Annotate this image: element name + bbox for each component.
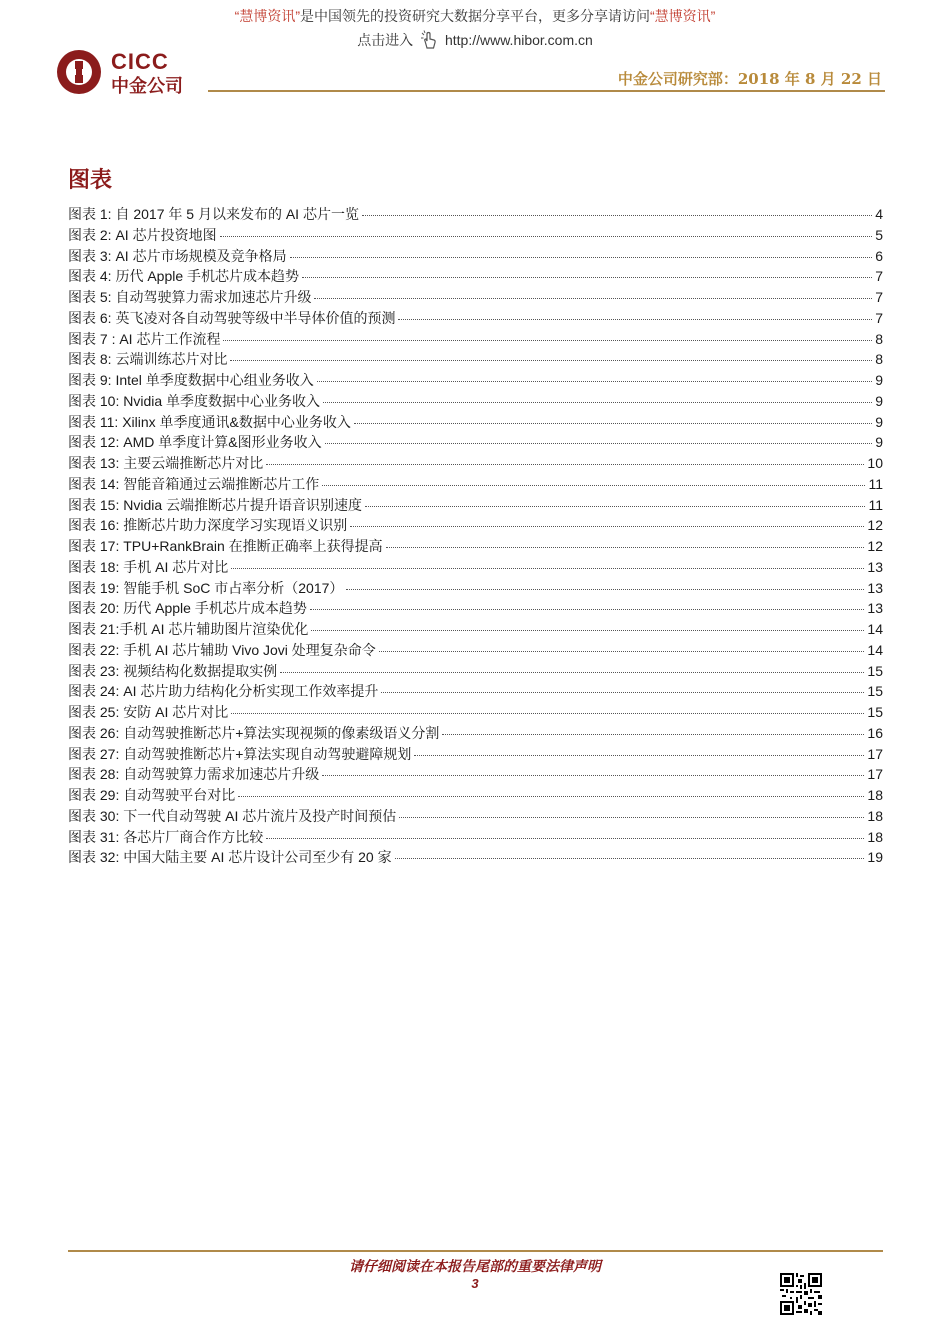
banner-click-text: 点击进入: [357, 32, 414, 49]
top-banner: [0, 6, 950, 26]
toc-entry[interactable]: [68, 681, 883, 702]
toc-entry-page: 7: [875, 289, 883, 305]
toc-entry[interactable]: [68, 225, 883, 246]
toc-entry[interactable]: [68, 329, 883, 350]
toc-entry[interactable]: [68, 287, 883, 308]
cicc-logo-mark-icon: [55, 48, 103, 96]
toc-entry[interactable]: [68, 578, 883, 599]
toc-entry-page: 6: [875, 247, 883, 264]
toc-entry-page: 9: [875, 413, 883, 430]
toc-entry-label: 图表 22: 手机 AI 芯片辅助 Vivo Jovi 处理复杂命令: [68, 641, 376, 658]
toc-entry-page: 12: [867, 538, 883, 554]
banner-url-link[interactable]: http://www.hibor.com.cn: [444, 32, 593, 49]
qr-code-icon: [780, 1273, 822, 1315]
toc-entry[interactable]: [68, 349, 883, 370]
banner-quote-open: “: [234, 8, 240, 24]
logo-english-text: CICC: [111, 49, 169, 74]
toc-entry-page: 9: [875, 434, 883, 451]
toc-leader-dots: [365, 505, 865, 507]
toc-entry-label: 图表 24: AI 芯片助力结构化分析实现工作效率提升: [68, 683, 379, 700]
toc-entry-label: 图表 20: 历代 Apple 手机芯片成本趋势: [68, 600, 307, 617]
toc-entry-page: 9: [875, 372, 883, 388]
toc-entry-label: 图表 7 : AI 芯片工作流程: [68, 330, 221, 347]
pointer-hand-icon: [419, 30, 439, 53]
toc-entry[interactable]: [68, 557, 883, 578]
toc-entry[interactable]: [68, 246, 883, 267]
toc-entry[interactable]: [68, 827, 883, 848]
toc-leader-dots: [266, 837, 864, 839]
toc-entry-page: 12: [867, 517, 883, 534]
toc-entry[interactable]: [68, 598, 883, 619]
toc-entry[interactable]: [68, 412, 883, 433]
toc-entry[interactable]: [68, 744, 883, 765]
figure-list: [68, 204, 883, 868]
toc-leader-dots: [442, 733, 864, 735]
logo-chinese-text: 中金公司: [111, 76, 183, 96]
toc-leader-dots: [386, 546, 865, 548]
toc-entry-label: 图表 5: 自动驾驶算力需求加速芯片升级: [68, 289, 312, 305]
toc-entry-page: 11: [868, 496, 883, 513]
toc-entry-page: 8: [875, 330, 883, 347]
banner-quote-open-2: “: [650, 8, 655, 24]
toc-leader-dots: [325, 442, 873, 444]
toc-entry[interactable]: [68, 453, 883, 474]
toc-entry[interactable]: [68, 806, 883, 827]
header-divider: [208, 90, 885, 92]
toc-entry-label: 图表 16: 推断芯片助力深度学习实现语义识别: [68, 517, 348, 534]
toc-entry-label: 图表 12: AMD 单季度计算&图形业务收入: [68, 434, 322, 451]
toc-entry-page: 13: [867, 600, 883, 617]
toc-entry-page: 15: [867, 683, 883, 700]
toc-entry[interactable]: [68, 764, 883, 785]
toc-entry-label: 图表 6: 英飞凌对各自动驾驶等级中半导体价值的预测: [68, 309, 396, 326]
toc-entry-page: 10: [867, 455, 883, 471]
toc-entry-page: 18: [867, 807, 883, 824]
toc-entry[interactable]: [68, 204, 883, 225]
toc-leader-dots: [379, 650, 865, 652]
toc-entry-label: 图表 1: 自 2017 年 5 月以来发布的 AI 芯片一览: [68, 206, 359, 222]
toc-entry[interactable]: [68, 785, 883, 806]
toc-entry-page: 5: [875, 226, 883, 243]
banner-quote-close: ”: [295, 8, 300, 24]
toc-entry[interactable]: [68, 619, 883, 640]
toc-entry-label: 图表 27: 自动驾驶推断芯片+算法实现自动驾驶避障规划: [68, 745, 412, 762]
toc-leader-dots: [362, 214, 872, 216]
toc-entry-label: 图表 31: 各芯片厂商合作方比较: [68, 828, 264, 845]
toc-entry-page: 19: [867, 849, 883, 866]
toc-entry-page: 4: [875, 206, 883, 222]
toc-entry-label: 图表 17: TPU+RankBrain 在推断正确率上获得提高: [68, 538, 383, 554]
toc-entry-page: 14: [867, 621, 883, 637]
toc-entry-page: 7: [875, 268, 883, 285]
toc-entry-page: 13: [867, 558, 883, 575]
toc-entry[interactable]: [68, 661, 883, 682]
toc-leader-dots: [414, 754, 864, 756]
toc-leader-dots: [322, 774, 864, 776]
toc-leader-dots: [346, 588, 864, 590]
toc-entry-label: 图表 29: 自动驾驶平台对比: [68, 787, 236, 803]
toc-entry-page: 16: [867, 724, 883, 741]
banner-quote-close-2: ”: [710, 8, 716, 24]
toc-leader-dots: [310, 608, 865, 610]
toc-entry[interactable]: [68, 308, 883, 329]
toc-entry[interactable]: [68, 495, 883, 516]
toc-entry-label: 图表 13: 主要云端推断芯片对比: [68, 455, 264, 471]
toc-leader-dots: [399, 816, 864, 818]
toc-entry-label: 图表 9: Intel 单季度数据中心组业务收入: [68, 372, 314, 388]
toc-entry-page: 17: [867, 766, 883, 783]
toc-entry-page: 18: [867, 787, 883, 803]
toc-leader-dots: [322, 484, 865, 486]
toc-entry[interactable]: [68, 266, 883, 287]
toc-leader-dots: [230, 359, 872, 361]
legal-disclaimer: 请仔细阅读在本报告尾部的重要法律声明: [349, 1259, 601, 1275]
toc-entry[interactable]: [68, 640, 883, 661]
toc-leader-dots: [231, 712, 864, 714]
toc-entry[interactable]: [68, 391, 883, 412]
toc-entry-page: 17: [867, 745, 883, 762]
toc-entry-label: 图表 25: 安防 AI 芯片对比: [68, 704, 229, 720]
toc-entry-page: 14: [867, 641, 883, 658]
toc-leader-dots: [302, 276, 872, 278]
cicc-logo: [55, 48, 195, 96]
toc-entry[interactable]: [68, 702, 883, 723]
toc-entry-label: 图表 4: 历代 Apple 手机芯片成本趋势: [68, 268, 300, 285]
toc-entry-label: 图表 11: Xilinx 单季度通讯&数据中心业务收入: [68, 413, 351, 430]
toc-leader-dots: [231, 567, 864, 569]
toc-entry-label: 图表 3: AI 芯片市场规模及竞争格局: [68, 247, 287, 264]
banner-middle-text: 是中国领先的投资研究大数据分享平台，更多分享请访问: [300, 8, 650, 24]
toc-leader-dots: [314, 297, 872, 299]
banner-brand: 慧博资讯: [239, 8, 296, 24]
toc-entry-page: 13: [867, 579, 883, 596]
toc-entry-label: 图表 10: Nvidia 单季度数据中心业务收入: [68, 392, 321, 409]
toc-leader-dots: [323, 401, 872, 403]
toc-entry-label: 图表 28: 自动驾驶算力需求加速芯片升级: [68, 766, 320, 783]
toc-entry-label: 图表 19: 智能手机 SoC 市占率分析（2017）: [68, 579, 344, 596]
banner-brand-2: 慧博资讯: [654, 8, 711, 24]
toc-leader-dots: [223, 339, 872, 341]
toc-entry-page: 18: [867, 828, 883, 845]
toc-entry-page: 9: [875, 392, 883, 409]
toc-entry[interactable]: [68, 723, 883, 744]
toc-entry-label: 图表 21:手机 AI 芯片辅助图片渲染优化: [68, 621, 309, 637]
page-number: 3: [471, 1276, 479, 1291]
toc-entry-page: 7: [875, 309, 883, 326]
toc-entry-label: 图表 14: 智能音箱通过云端推断芯片工作: [68, 475, 320, 492]
toc-entry-page: 11: [868, 475, 883, 492]
toc-entry[interactable]: [68, 515, 883, 536]
toc-leader-dots: [350, 525, 864, 527]
toc-leader-dots: [266, 463, 864, 465]
toc-entry-label: 图表 26: 自动驾驶推断芯片+算法实现视频的像素级语义分割: [68, 724, 440, 741]
toc-entry[interactable]: [68, 432, 883, 453]
toc-leader-dots: [290, 256, 873, 258]
toc-entry-label: 图表 2: AI 芯片投资地图: [68, 226, 217, 243]
toc-entry[interactable]: [68, 536, 883, 557]
toc-leader-dots: [354, 422, 872, 424]
toc-entry-page: 8: [875, 351, 883, 368]
toc-entry-label: 图表 8: 云端训练芯片对比: [68, 351, 228, 368]
toc-leader-dots: [311, 629, 864, 631]
toc-leader-dots: [317, 380, 872, 382]
toc-leader-dots: [381, 691, 864, 693]
footer-divider: [68, 1250, 883, 1252]
header-dept-date: 中金公司研究部：2018 年 8 月 22 日: [617, 70, 882, 88]
toc-leader-dots: [280, 671, 864, 673]
toc-leader-dots: [398, 318, 872, 320]
toc-title: 图表: [68, 167, 113, 193]
toc-entry-page: 15: [867, 662, 883, 679]
toc-leader-dots: [395, 857, 865, 859]
toc-entry-label: 图表 18: 手机 AI 芯片对比: [68, 558, 229, 575]
toc-leader-dots: [220, 235, 873, 237]
toc-entry-page: 15: [867, 704, 883, 720]
toc-entry[interactable]: [68, 474, 883, 495]
toc-entry-label: 图表 30: 下一代自动驾驶 AI 芯片流片及投产时间预估: [68, 807, 397, 824]
toc-entry[interactable]: [68, 847, 883, 868]
toc-entry[interactable]: [68, 370, 883, 391]
toc-entry-label: 图表 32: 中国大陆主要 AI 芯片设计公司至少有 20 家: [68, 849, 392, 866]
toc-entry-label: 图表 23: 视频结构化数据提取实例: [68, 662, 278, 679]
toc-leader-dots: [238, 795, 864, 797]
toc-entry-label: 图表 15: Nvidia 云端推断芯片提升语音识别速度: [68, 496, 363, 513]
